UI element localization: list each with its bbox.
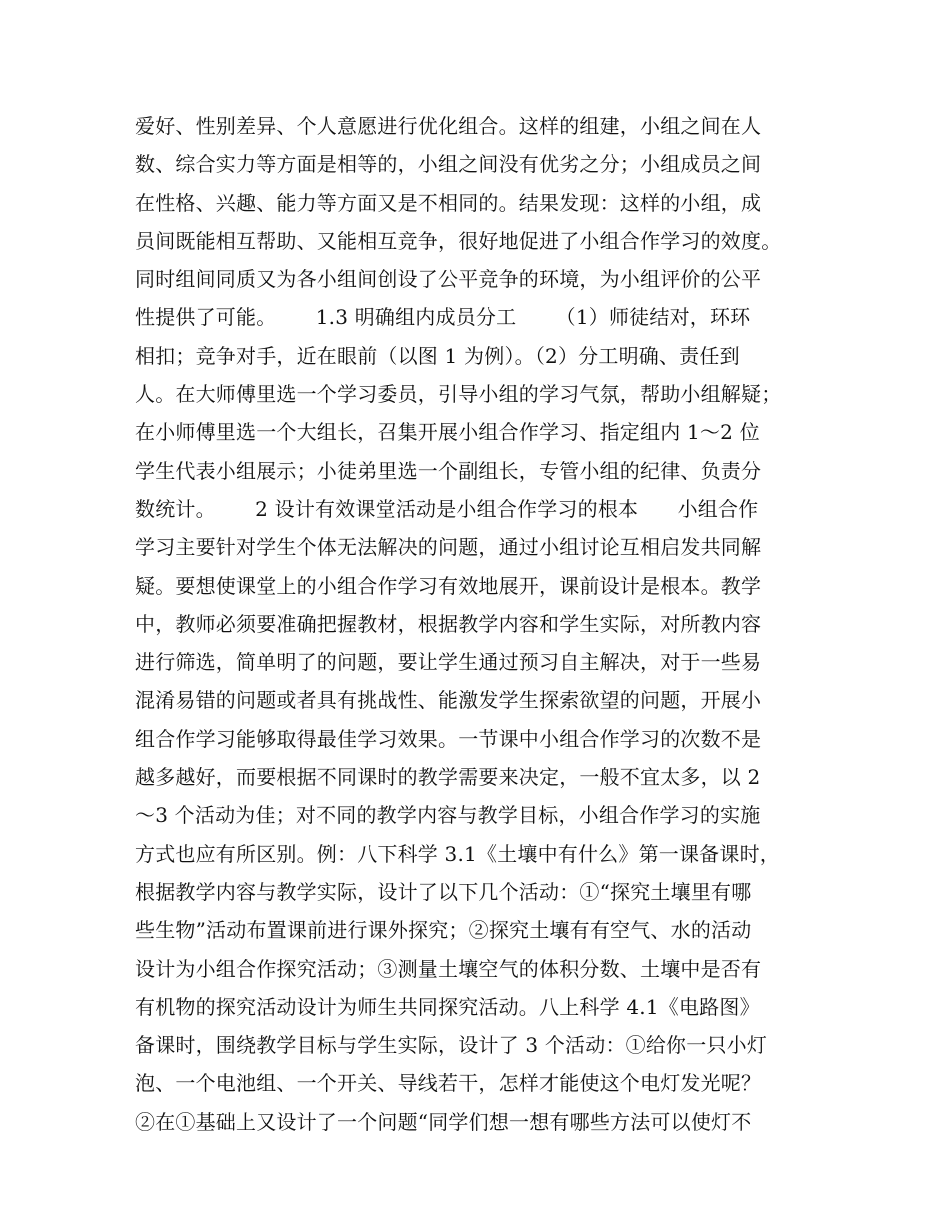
body-text: [135, 107, 835, 1141]
text-line: 性提供了可能。 1.3 明确组内成员分工 （1）师徒结对，环环: [135, 305, 751, 330]
text-line: 越多越好，而要根据不同课时的教学需要来决定，一般不宜太多，以 2: [135, 765, 761, 790]
text-line: 同时组间同质又为各小组间创设了公平竞争的环境，为小组评价的公平: [135, 267, 762, 292]
text-line: 疑。要想使课堂上的小组合作学习有效地展开，课前设计是根本。教学: [135, 573, 762, 598]
text-line: ～3 个活动为佳；对不同的教学内容与教学目标，小组合作学习的实施: [135, 803, 761, 828]
text-line: 在性格、兴趣、能力等方面又是不相同的。结果发现：这样的小组，成: [135, 190, 762, 215]
text-line: 相扣；竞争对手，近在眼前（以图 1 为例）。（2）分工明确、责任到: [135, 343, 740, 368]
text-line: 方式也应有所区别。例：八下科学 3.1《土壤中有什么》第一课备课时，: [135, 841, 780, 866]
text-line: 学生代表小组展示；小徒弟里选一个副组长，专管小组的纪律、负责分: [135, 458, 762, 483]
text-line: ②在①基础上又设计了一个问题“同学们想一想有哪些方法可以使灯不: [135, 1109, 752, 1134]
text-line: 有机物的探究活动设计为师生共同探究活动。八上科学 4.1《电路图》: [135, 994, 760, 1019]
text-line: 泡、一个电池组、一个开关、导线若干，怎样才能使这个电灯发光呢？: [135, 1071, 762, 1096]
text-line: 在小师傅里选一个大组长，召集开展小组合作学习、指定组内 1～2 位: [135, 420, 760, 445]
text-line: 数、综合实力等方面是相等的，小组之间没有优劣之分；小组成员之间: [135, 152, 762, 177]
text-line: 根据教学内容与教学实际，设计了以下几个活动：①“探究土壤里有哪: [135, 879, 752, 904]
text-line: 员间既能相互帮助、又能相互竞争，很好地促进了小组合作学习的效度。: [135, 228, 782, 253]
text-line: 设计为小组合作探究活动；③测量土壤空气的体积分数、土壤中是否有: [135, 956, 762, 981]
text-line: 人。在大师傅里选一个学习委员，引导小组的学习气氛，帮助小组解疑；: [135, 382, 782, 407]
text-line: 爱好、性别差异、个人意愿进行优化组合。这样的组建，小组之间在人: [135, 114, 762, 138]
text-line: 些生物”活动布置课前进行课外探究；②探究土壤有有空气、水的活动: [135, 918, 752, 943]
text-line: 中，教师必须要准确把握教材，根据教学内容和学生实际，对所教内容: [135, 611, 762, 636]
text-line: 进行筛选，简单明了的问题，要让学生通过预习自主解决，对于一些易: [135, 650, 762, 675]
text-line: 数统计。 2 设计有效课堂活动是小组合作学习的根本 小组合作: [135, 496, 759, 521]
text-line: 学习主要针对学生个体无法解决的问题，通过小组讨论互相启发共同解: [135, 535, 762, 560]
text-line: 备课时，围绕教学目标与学生实际，设计了 3 个活动：①给你一只小灯: [135, 1033, 768, 1058]
text-line: 组合作学习能够取得最佳学习效果。一节课中小组合作学习的次数不是: [135, 726, 762, 751]
text-line: 混淆易错的问题或者具有挑战性、能激发学生探索欲望的问题，开展小: [135, 688, 762, 713]
